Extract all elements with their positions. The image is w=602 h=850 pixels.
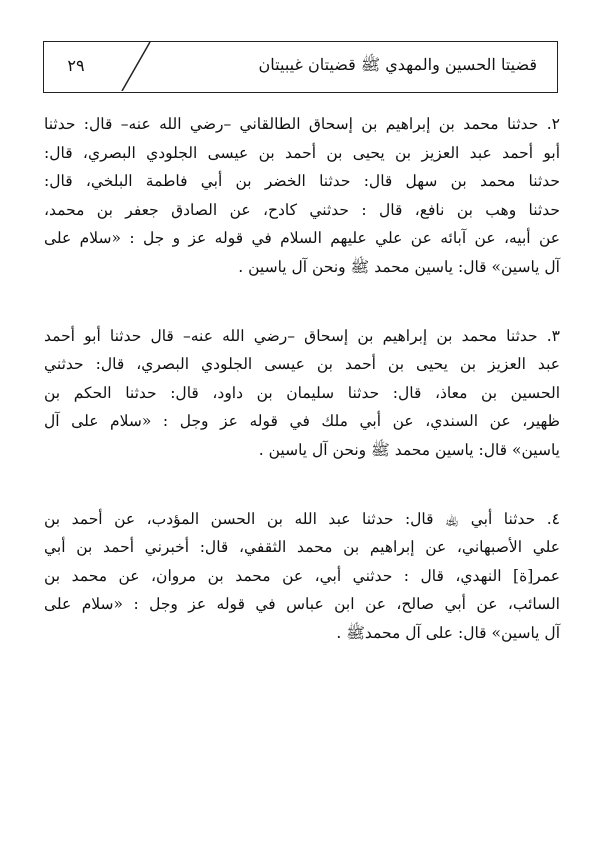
text-line: ٣. حدثنا محمد بن إبراهيم بن إسحاق –رضي الله عنه– قال حدثنا أبو أحمد [44, 326, 560, 345]
header-divider [114, 42, 158, 91]
text-line: حدثنا محمد بن سهل قال: حدثنا الخضر بن أبي فاطمة البلخي، قال: [44, 172, 560, 191]
text-line: ياسين» قال: ياسين محمد ﷺ ونحن آل ياسين . [258, 440, 560, 459]
text-line: ٤. حدثنا أبي ﵀ قال: حدثنا عبد الله بن الحسن المؤدب، عن أحمد بن [44, 509, 560, 528]
text-line: عبد العزيز بن يحيى بن أحمد بن عيسى الجلودي البصري، قال: حدثني [44, 355, 560, 374]
hadith-paragraph-3 [44, 322, 560, 465]
text-line: ظهير، عن السندي، عن أبي ملك في قوله عز وجل : «سلام على آل [44, 412, 560, 431]
text-line: الحسين بن معاذ، قال: حدثنا سليمان بن داود، قال: حدثنا الحكم بن [44, 383, 560, 402]
text-line: عمر[ة] النهدي، قال : حدثني أبي، عن محمد بن مروان، عن محمد بن [44, 566, 560, 585]
page-header [43, 41, 558, 93]
text-line: السائب، عن أبي صالح، عن ابن عباس في قوله عز وجل : «سلام على [44, 595, 560, 614]
text-line: آل ياسين» قال: ياسين محمد ﷺ ونحن آل ياسين . [238, 257, 560, 276]
text-line: علي الأصبهاني، عن إبراهيم بن محمد الثقفي، قال: أخبرني أحمد بن أبي [44, 538, 560, 557]
hadith-paragraph-2 [44, 110, 560, 282]
header-title: قضيتا الحسين والمهدي ﷺ قضيتان غيبيتان [258, 55, 537, 74]
text-line: أبو أحمد عبد العزيز بن يحيى بن أحمد بن عيسى الجلودي البصري، قال: [44, 143, 560, 162]
text-line: ٢. حدثنا محمد بن إبراهيم بن إسحاق الطالقاني –رضي الله عنه– قال: حدثنا [44, 115, 560, 133]
text-line: عن أبيه، عن آبائه عن علي عليهم السلام في قوله عز و جل : «سلام على [44, 229, 560, 248]
page-number: ٢٩ [67, 56, 85, 75]
hadith-paragraph-4 [44, 505, 560, 648]
body-text [44, 110, 560, 688]
text-line: حدثنا وهب بن نافع، قال : حدثني كادح، عن الصادق جعفر بن محمد، [44, 200, 560, 219]
text-line: آل ياسين» قال: على آل محمدﷺ . [336, 623, 560, 642]
